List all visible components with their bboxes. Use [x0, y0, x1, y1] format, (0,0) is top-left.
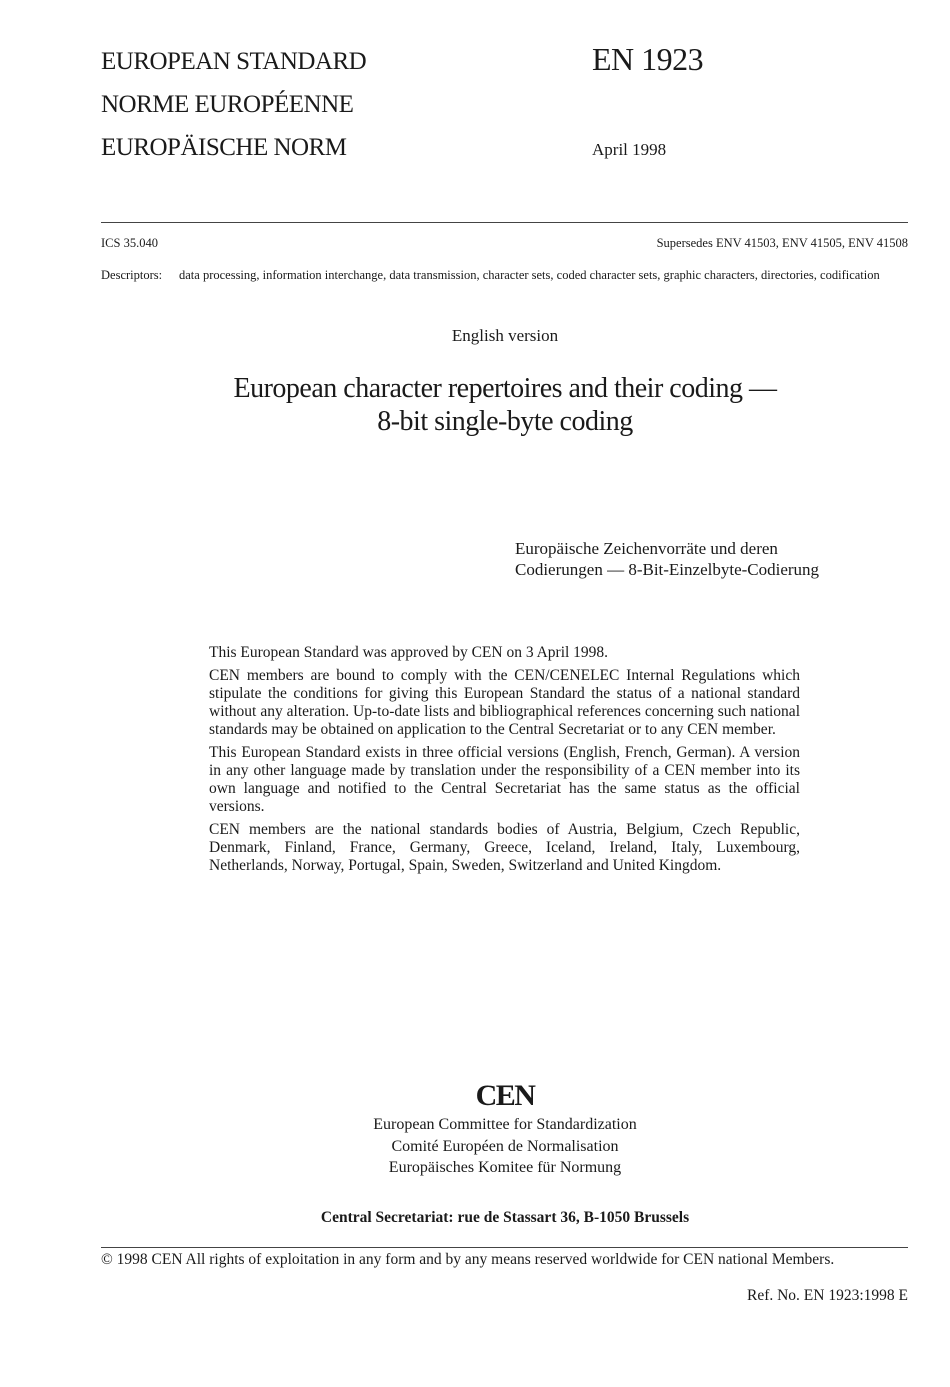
reference-number: Ref. No. EN 1923:1998 E	[746, 1287, 908, 1304]
approval-paragraph-2: CEN members are bound to comply with the CEN/CENELEC Internal Regulations which stipulate the conditions for giving this European Standard the status of a national standard without any alteration. Up-to-date lists and bibliographical references concerning such national standards may be obtained on application to the Central Secretariat or to any CEN member.	[209, 667, 800, 738]
approval-statement	[209, 644, 800, 880]
cen-name-fr: Comité Européen de Normalisation	[391, 1137, 619, 1155]
german-title	[515, 538, 819, 580]
german-title-line-2: Codierungen — 8-Bit-Einzelbyte-Codierung	[515, 560, 820, 579]
standard-name-de: EUROPÄISCHE NORM	[101, 134, 347, 161]
descriptors-label: Descriptors:	[101, 268, 163, 282]
title-line-2: 8-bit single-byte coding	[377, 406, 633, 437]
approval-paragraph-1: This European Standard was approved by CEN on 3 April 1998.	[209, 644, 609, 661]
ics-code: ICS 35.040	[101, 236, 158, 250]
cen-name-en: European Committee for Standardization	[373, 1116, 637, 1133]
cen-block	[0, 1078, 950, 1179]
approval-paragraph-3: This European Standard exists in three official versions (English, French, German). A version in any other language made by translation under the responsibility of a CEN member into its own language and notified to the Central Secretariat has the same status as the official versions.	[209, 744, 800, 815]
title-line-1: European character repertoires and their coding —	[233, 373, 777, 404]
german-title-line-1: Europäische Zeichenvorräte und deren	[515, 539, 778, 558]
central-secretariat-address: Central Secretariat: rue de Stassart 36, B-1050 Brussels	[320, 1209, 690, 1226]
standard-name-fr: NORME EUROPÉENNE	[101, 91, 354, 118]
approval-paragraph-4: CEN members are the national standards bodies of Austria, Belgium, Czech Republic, Denmark, Finland, France, Germany, Greece, Iceland, Ireland, Italy, Luxembourg, Netherlands, Norway, Portugal, Spain, Sweden, Switzerland and United Kingdom.	[209, 821, 800, 874]
copyright-notice: © 1998 CEN All rights of exploitation in any form and by any means reserved worldwide for CEN national Members.	[101, 1251, 835, 1268]
document-title	[150, 372, 860, 438]
bottom-divider	[101, 1247, 908, 1248]
top-divider	[101, 222, 908, 223]
cen-name-de: Europäisches Komitee für Normung	[388, 1159, 622, 1176]
supersedes-note: Supersedes ENV 41503, ENV 41505, ENV 41508	[656, 236, 908, 250]
standard-name-en: EUROPEAN STANDARD	[101, 48, 367, 75]
cen-logo: CEN	[475, 1079, 535, 1112]
descriptors-text: data processing, information interchange, data transmission, character sets, coded character sets, graphic characters, directories, codification	[179, 268, 880, 282]
publication-date: April 1998	[592, 140, 667, 159]
standard-number: EN 1923	[592, 41, 704, 77]
language-version: English version	[451, 326, 559, 345]
